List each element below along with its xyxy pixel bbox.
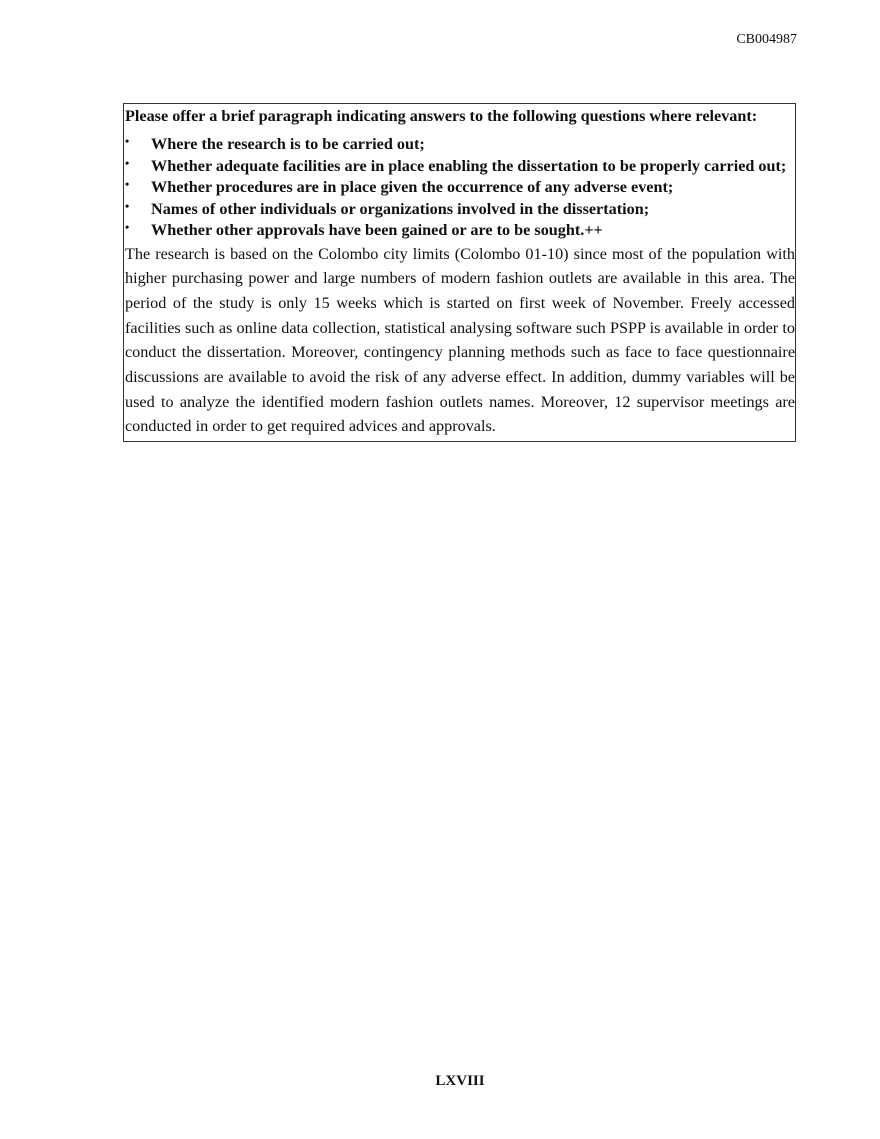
bullet-icon: • xyxy=(125,198,130,213)
document-id: CB004987 xyxy=(736,32,797,47)
question-text: Whether adequate facilities are in place enabling the dissertation to be properly carried out; xyxy=(151,156,787,175)
ethics-answer-box xyxy=(123,103,796,442)
bullet-icon: • xyxy=(125,134,130,148)
question-list xyxy=(125,134,795,242)
question-text: Whether procedures are in place given the occurrence of any adverse event; xyxy=(151,178,674,196)
answer-paragraph: The research is based on the Colombo city limits (Colombo 01-10) since most of the population with higher purchasing power and large numbers of modern fashion outlets are available in this area. The period of the study is only 15 weeks which is started on first week of November. Freely accessed facilities such as online data collection, statistical analysing software such PSPP is available in order to conduct the dissertation. Moreover, contingency planning methods such as face to face questionnaire discussions are available to avoid the risk of any adverse effect. In addition, dummy variables will be used to analyze the identified modern fashion outlets names. Moreover, 12 supervisor meetings are conducted in order to get required advices and approvals. xyxy=(125,244,795,436)
question-item xyxy=(125,199,795,221)
bullet-icon: • xyxy=(125,177,130,191)
question-item xyxy=(125,156,795,178)
question-item xyxy=(125,134,795,156)
bullet-icon: • xyxy=(125,220,130,234)
question-text: Whether other approvals have been gained or are to be sought.++ xyxy=(151,221,603,239)
question-prompt: Please offer a brief paragraph indicating answers to the following questions where relevant: xyxy=(125,107,758,125)
question-item xyxy=(125,220,795,242)
page-number: LXVIII xyxy=(435,1073,485,1089)
question-item xyxy=(125,177,795,199)
question-text: Names of other individuals or organizations involved in the dissertation; xyxy=(151,199,650,218)
bullet-icon: • xyxy=(125,155,130,170)
question-text: Where the research is to be carried out; xyxy=(151,135,425,153)
